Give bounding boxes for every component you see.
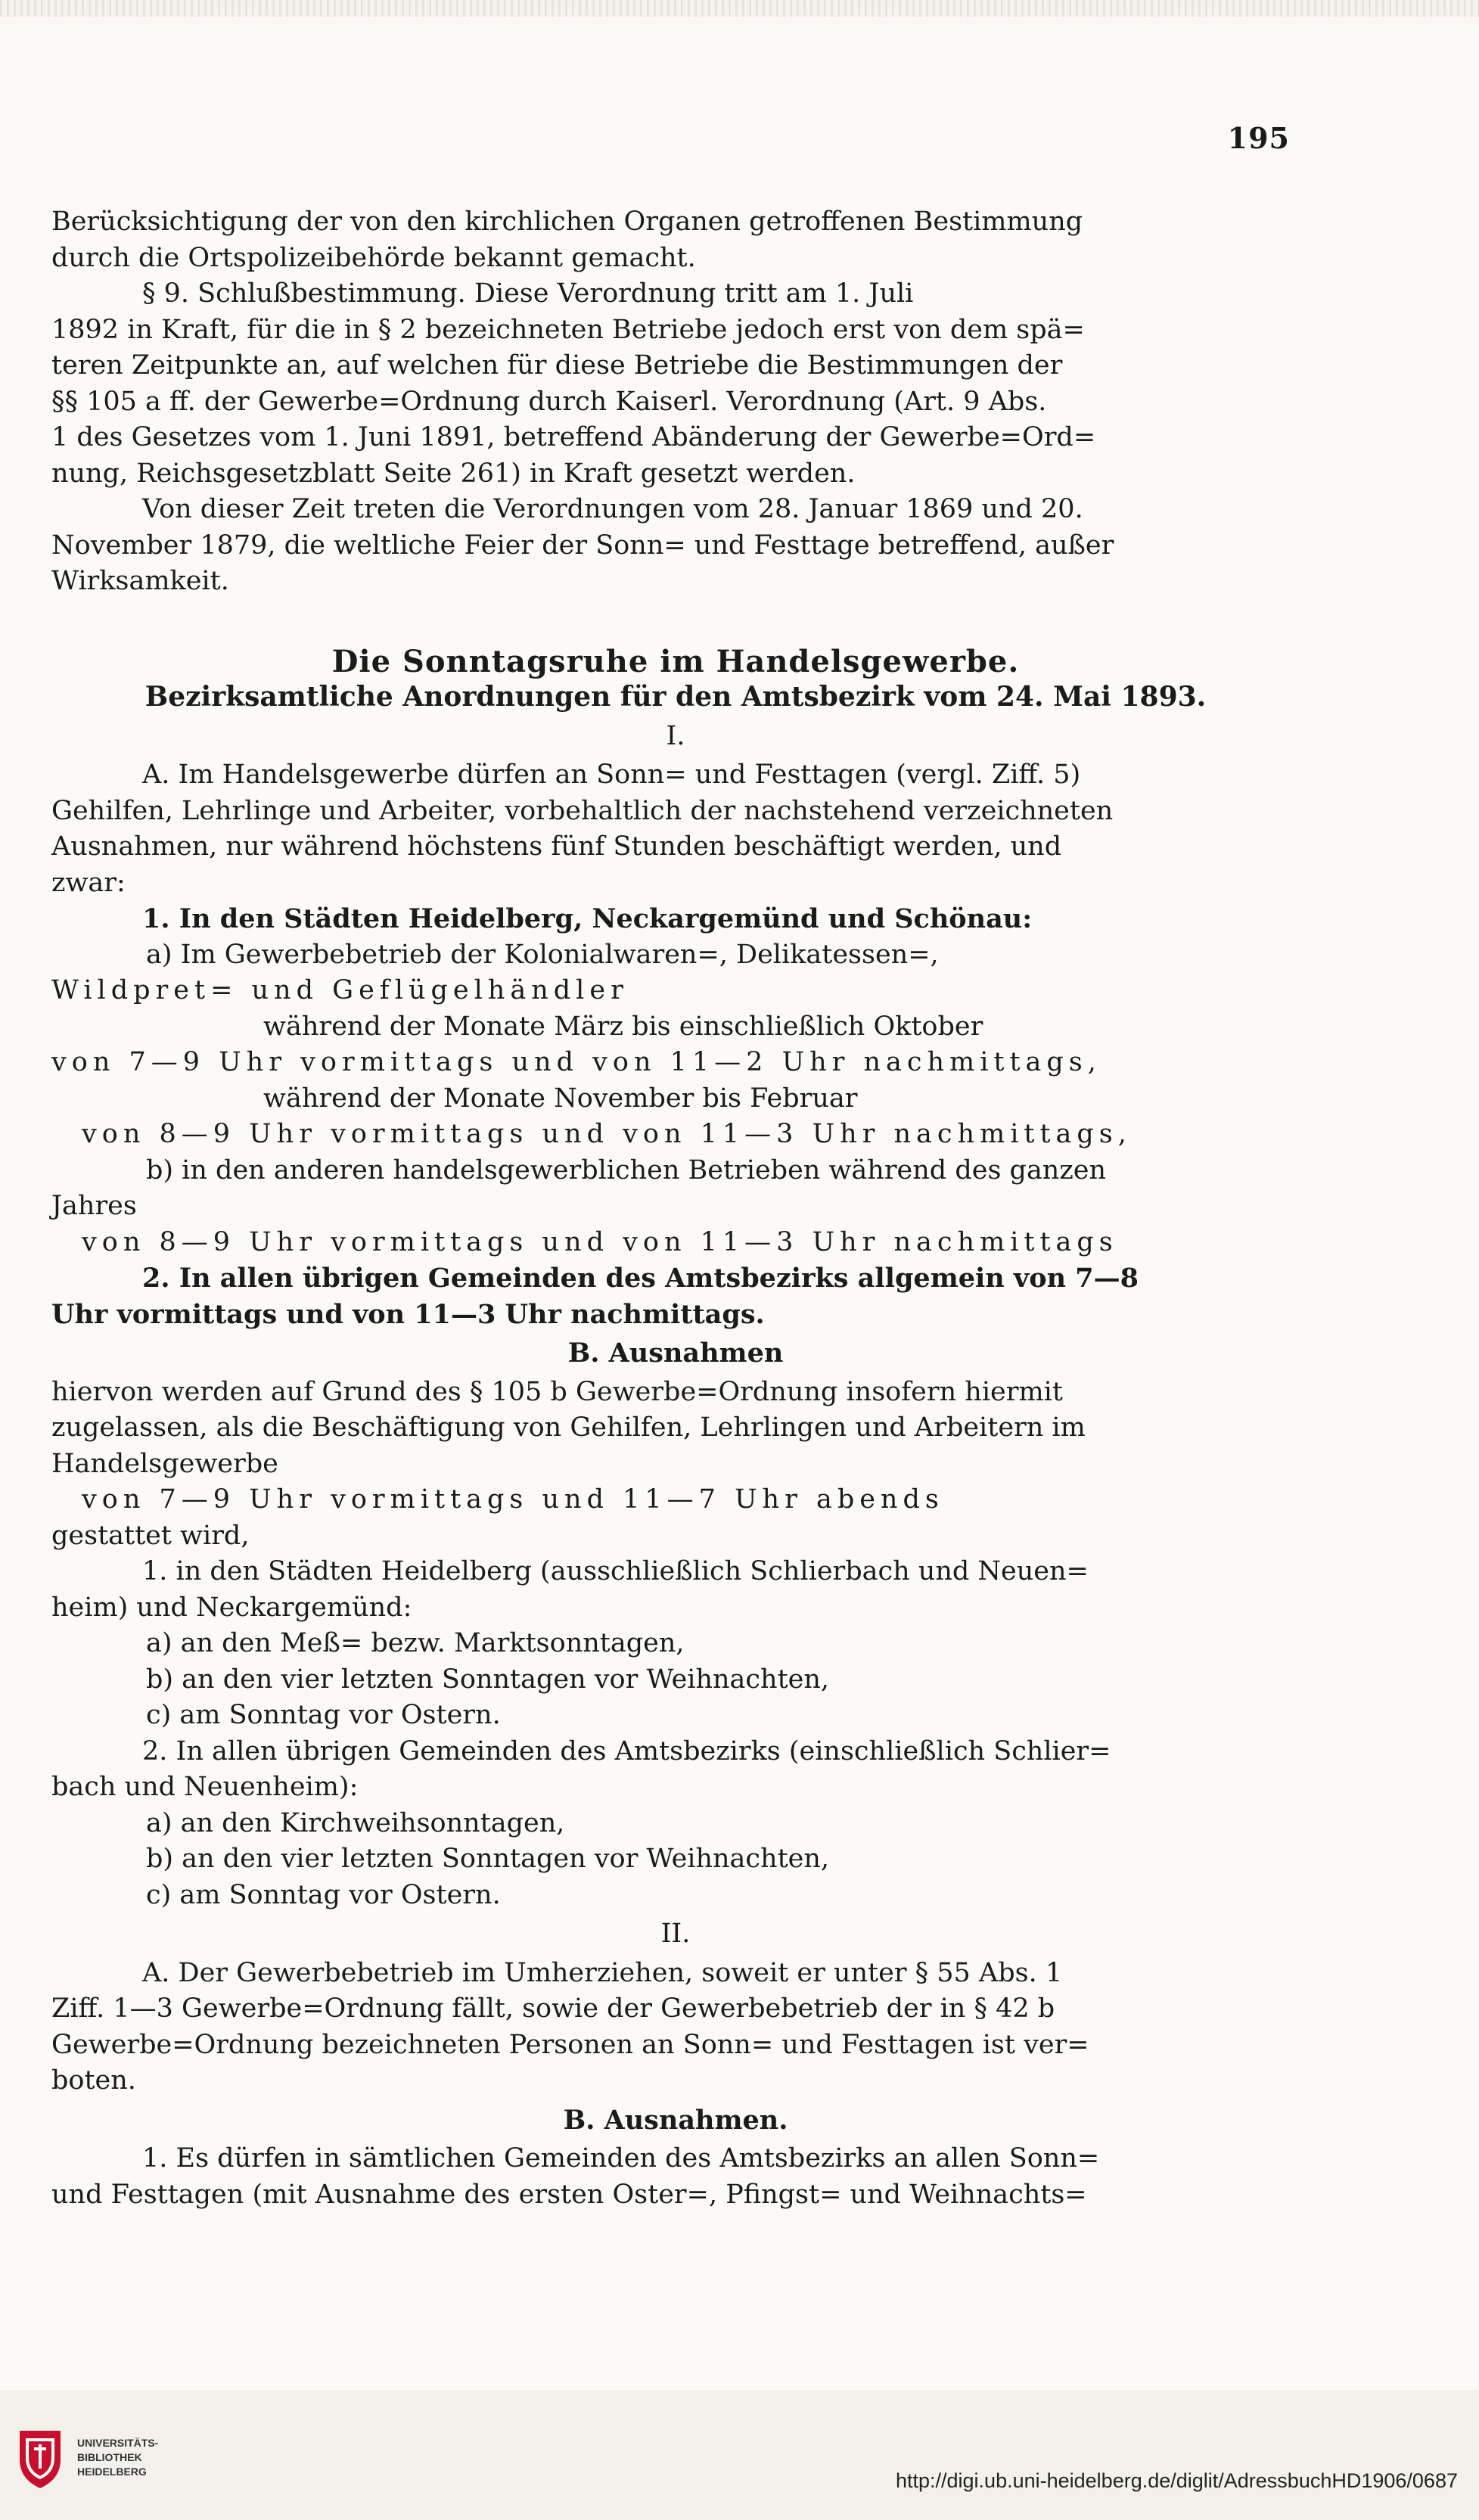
text-line: von 8—9 Uhr vormittags und von 11—3 Uhr nachmittags, [82, 1119, 1132, 1149]
text-line: von 7—9 Uhr vormittags und von 11—2 Uhr nachmittags, [51, 1047, 1101, 1077]
text-line: 1 des Gesetzes vom 1. Juni 1891, betreffend Abänderung der Gewerbe=Ord= [51, 422, 1096, 452]
text-line: boten. [51, 2065, 136, 2096]
text-line: während der Monate November bis Februar [263, 1083, 858, 1114]
logo-text: UNIVERSITÄTS- BIBLIOTHEK HEIDELBERG [77, 2436, 159, 2478]
text-line: 1. In den Städten Heidelberg, Neckargemünd und Schönau: [142, 903, 1033, 934]
text-line: b) an den vier letzten Sonntagen vor Weihnachten, [146, 1664, 830, 1695]
text-line: zugelassen, als die Beschäftigung von Gehilfen, Lehrlingen und Arbeitern im [51, 1412, 1086, 1443]
text-line: § 9. Schlußbestimmung. Diese Verordnung tritt am 1. Juli [142, 278, 914, 309]
scan-edge [0, 0, 1479, 17]
text-line: Uhr vormittags und von 11—3 Uhr nachmittags. [51, 1298, 765, 1330]
text-line: a) an den Kirchweihsonntagen, [146, 1807, 565, 1838]
text-line: zwar: [51, 867, 126, 898]
text-line: nung, Reichsgesetzblatt Seite 261) in Kraft gesetzt werden. [51, 458, 856, 489]
text-line: Jahres [51, 1191, 137, 1221]
text-line: b) in den anderen handelsgewerblichen Betrieben während des ganzen [146, 1154, 1107, 1185]
text-line: 1. in den Städten Heidelberg (ausschließlich Schlierbach und Neuen= [142, 1556, 1089, 1586]
text-line: 1892 in Kraft, für die in § 2 bezeichneten Betriebe jedoch erst von dem spä= [51, 314, 1085, 345]
subsection-heading: B. Ausnahmen. [563, 2104, 788, 2136]
section-subtitle: Bezirksamtliche Anordnungen für den Amtsbezirk vom 24. Mai 1893. [144, 681, 1207, 713]
text-line: Wirksamkeit. [51, 566, 229, 596]
text-line: bach und Neuenheim): [51, 1772, 359, 1802]
text-line: hiervon werden auf Grund des § 105 b Gewerbe=Ordnung insofern hiermit [51, 1376, 1063, 1407]
section-title: Die Sonntagsruhe im Handelsgewerbe. [331, 643, 1020, 679]
text-line: c) am Sonntag vor Ostern. [146, 1879, 501, 1910]
source-url[interactable]: http://digi.ub.uni-heidelberg.de/diglit/AdressbuchHD1906/0687 [895, 2469, 1458, 2492]
text-line: 2. In allen übrigen Gemeinden des Amtsbezirks (einschließlich Schlier= [142, 1735, 1111, 1766]
text-line: Von dieser Zeit treten die Verordnungen vom 28. Januar 1869 und 20. [142, 494, 1083, 524]
text-line: Ausnahmen, nur während höchstens fünf Stunden beschäftigt werden, und [51, 831, 1062, 862]
text-line: c) am Sonntag vor Ostern. [146, 1700, 501, 1730]
text-line: November 1879, die weltliche Feier der Sonn= und Festtage betreffend, außer [51, 530, 1114, 561]
text-line: Handelsgewerbe [51, 1448, 278, 1479]
library-logo [14, 2419, 203, 2495]
text-line: Berücksichtigung der von den kirchlichen Organen getroffenen Bestimmung [51, 207, 1083, 237]
text-line: Wildpret= und Geflügelhändler [51, 975, 629, 1005]
footer-bar [0, 2391, 1479, 2520]
text-line: während der Monate März bis einschließlich Oktober [263, 1011, 983, 1042]
text-line: von 8—9 Uhr vormittags und von 11—3 Uhr nachmittags [82, 1226, 1118, 1257]
text-line: und Festtagen (mit Ausnahme des ersten Oster=, Pfingst= und Weihnachts= [51, 2179, 1087, 2210]
page-number: 195 [1227, 121, 1290, 155]
roman-numeral-heading: I. [666, 720, 685, 751]
text-line: A. Im Handelsgewerbe dürfen an Sonn= und Festtagen (vergl. Ziff. 5) [142, 760, 1081, 790]
text-line: durch die Ortspolizeibehörde bekannt gemacht. [51, 242, 696, 273]
text-line: A. Der Gewerbebetrieb im Umherziehen, soweit er unter § 55 Abs. 1 [142, 1957, 1063, 1988]
text-line: von 7—9 Uhr vormittags und 11—7 Uhr abends [82, 1484, 944, 1515]
text-line: §§ 105 a ff. der Gewerbe=Ordnung durch Kaiserl. Verordnung (Art. 9 Abs. [51, 386, 1047, 417]
text-line: heim) und Neckargemünd: [51, 1592, 412, 1623]
text-line: a) an den Meß= bezw. Marktsonntagen, [146, 1628, 685, 1658]
roman-numeral-heading: II. [660, 1919, 691, 1949]
seal-icon [14, 2423, 67, 2491]
subsection-heading: B. Ausnahmen [567, 1338, 784, 1369]
document-body [51, 204, 1300, 2213]
text-line: teren Zeitpunkte an, auf welchen für diese Betriebe die Bestimmungen der [51, 350, 1063, 381]
text-line: a) Im Gewerbebetrieb der Kolonialwaren=, Delikatessen=, [146, 939, 939, 970]
text-line: 2. In allen übrigen Gemeinden des Amtsbezirks allgemein von 7—8 [142, 1263, 1139, 1294]
text-line: Ziff. 1—3 Gewerbe=Ordnung fällt, sowie der Gewerbebetrieb der in § 42 b [51, 1993, 1055, 2024]
text-line: Gehilfen, Lehrlinge und Arbeiter, vorbehaltlich der nachstehend verzeichneten [51, 795, 1114, 826]
text-line: b) an den vier letzten Sonntagen vor Weihnachten, [146, 1844, 830, 1874]
text-line: 1. Es dürfen in sämtlichen Gemeinden des Amtsbezirks an allen Sonn= [142, 2143, 1100, 2174]
text-line: gestattet wird, [51, 1520, 250, 1551]
text-line: Gewerbe=Ordnung bezeichneten Personen an Sonn= und Festtagen ist ver= [51, 2029, 1089, 2060]
